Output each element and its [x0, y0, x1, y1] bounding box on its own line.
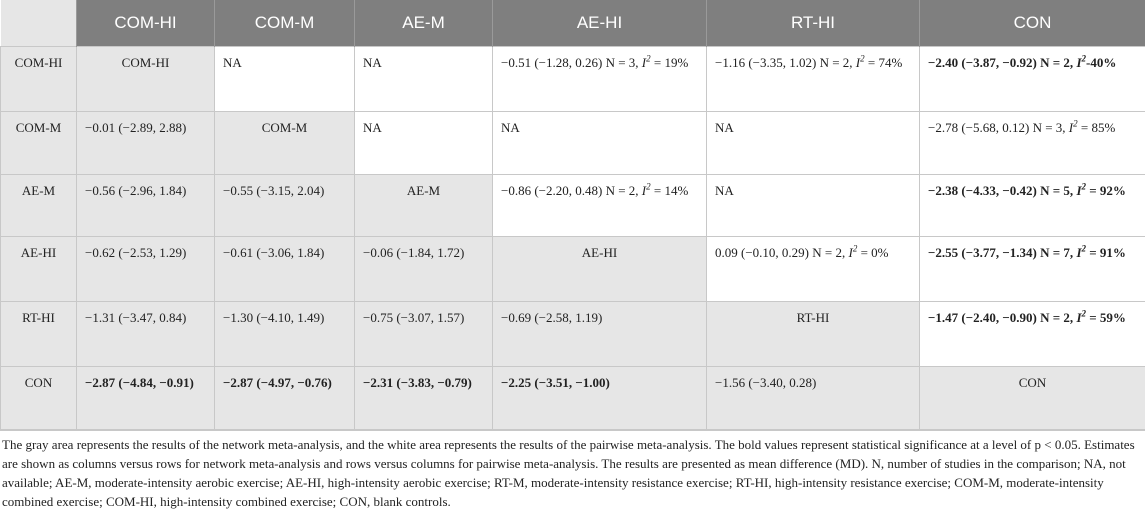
estimate-cell [920, 47, 1145, 112]
estimate-cell [493, 302, 707, 367]
header-row [1, 0, 1145, 47]
estimate-cell [77, 175, 215, 237]
i-squared-separator: = [651, 183, 665, 198]
estimate-cell [920, 112, 1145, 175]
table-row [1, 175, 1145, 237]
estimate-cell [77, 302, 215, 367]
i-squared-symbol: $I^2$ [642, 55, 651, 70]
row-header: AE-M [1, 175, 77, 237]
cell-value: −2.87 (−4.84, −0.91) [85, 375, 194, 390]
cell-value: NA [501, 120, 520, 135]
i-squared-value: 19% [664, 55, 688, 70]
i-squared-separator: - [1086, 55, 1090, 70]
estimate-cell [215, 175, 355, 237]
cell-value: −2.25 (−3.51, −1.00) [501, 375, 610, 390]
i-squared-value: 85% [1091, 120, 1115, 135]
estimate-cell [707, 112, 920, 175]
cell-value: −0.61 (−3.06, 1.84) [223, 245, 324, 260]
cell-value: −0.86 (−2.20, 0.48) N = 2, [501, 183, 642, 198]
cell-value: −1.47 (−2.40, −0.90) N = 2, [928, 310, 1076, 325]
i-squared-separator: = [1086, 245, 1100, 260]
estimate-cell [355, 112, 493, 175]
estimate-cell [493, 47, 707, 112]
cell-value: −0.55 (−3.15, 2.04) [223, 183, 324, 198]
diagonal-cell [707, 302, 920, 367]
cell-value: −0.06 (−1.84, 1.72) [363, 245, 464, 260]
cell-value: COM-M [262, 120, 308, 135]
i-squared-symbol: $I^2$ [1076, 310, 1086, 325]
estimate-cell [493, 112, 707, 175]
cell-value: −0.62 (−2.53, 1.29) [85, 245, 186, 260]
i-squared-separator: = [1078, 120, 1092, 135]
i-squared-value: 92% [1100, 183, 1126, 198]
cell-value: NA [223, 55, 242, 70]
estimate-cell [920, 302, 1145, 367]
i-squared-symbol: $I^2$ [848, 245, 857, 260]
cell-value: −1.31 (−3.47, 0.84) [85, 310, 186, 325]
i-squared-value: 91% [1100, 245, 1126, 260]
estimate-cell [355, 302, 493, 367]
table-row [1, 47, 1145, 112]
cell-value: −0.56 (−2.96, 1.84) [85, 183, 186, 198]
i-squared-value: 14% [664, 183, 688, 198]
table-row [1, 112, 1145, 175]
estimate-cell [215, 237, 355, 302]
column-header: AE-M [355, 0, 493, 47]
row-header: COM-HI [1, 47, 77, 112]
cell-value: −2.55 (−3.77, −1.34) N = 7, [928, 245, 1076, 260]
estimate-cell [355, 367, 493, 430]
table-row [1, 302, 1145, 367]
cell-value: −2.78 (−5.68, 0.12) N = 3, [928, 120, 1069, 135]
diagonal-cell [77, 47, 215, 112]
cell-value: NA [715, 120, 734, 135]
estimate-cell [707, 237, 920, 302]
estimate-cell [707, 175, 920, 237]
i-squared-value: 40% [1090, 55, 1116, 70]
cell-value: RT-HI [797, 310, 830, 325]
cell-value: NA [715, 183, 734, 198]
estimate-cell [215, 302, 355, 367]
estimate-cell [215, 47, 355, 112]
column-header: AE-HI [493, 0, 707, 47]
table-footnote: The gray area represents the results of the network meta-analysis, and the white area represents the results of the pairwise meta-analysis. The bold values represent statistical significance at a level of p < 0.05. Estimates are shown as columns versus rows for network meta-analysis and rows versus columns for pairwise meta-analysis. The results are presented as mean difference (MD). N, number of studies in the comparison; NA, not available; AE-M, moderate-intensity aerobic exercise; AE-HI, high-intensity aerobic exercise; RT-M, moderate-intensity resistance exercise; RT-HI, high-intensity resistance exercise; COM-M, moderate-intensity combined exercise; COM-HI, high-intensity combined exercise; CON, blank controls. [0, 430, 1145, 511]
diagonal-cell [493, 237, 707, 302]
estimate-cell [493, 175, 707, 237]
estimate-cell [707, 367, 920, 430]
i-squared-symbol: $I^2$ [1069, 120, 1078, 135]
i-squared-separator: = [857, 245, 871, 260]
i-squared-separator: = [865, 55, 879, 70]
cell-value: 0.09 (−0.10, 0.29) N = 2, [715, 245, 848, 260]
cell-value: −0.51 (−1.28, 0.26) N = 3, [501, 55, 642, 70]
i-squared-symbol: $I^2$ [1076, 183, 1086, 198]
estimate-cell [355, 47, 493, 112]
cell-value: −1.30 (−4.10, 1.49) [223, 310, 324, 325]
cell-value: −2.31 (−3.83, −0.79) [363, 375, 472, 390]
estimate-cell [493, 367, 707, 430]
cell-value: −2.40 (−3.87, −0.92) N = 2, [928, 55, 1076, 70]
cell-value: COM-HI [122, 55, 170, 70]
cell-value: −0.01 (−2.89, 2.88) [85, 120, 186, 135]
cell-value: NA [363, 55, 382, 70]
estimate-cell [215, 367, 355, 430]
cell-value: −0.75 (−3.07, 1.57) [363, 310, 464, 325]
diagonal-cell [215, 112, 355, 175]
cell-value: CON [1019, 375, 1046, 390]
cell-value: NA [363, 120, 382, 135]
row-header: AE-HI [1, 237, 77, 302]
cell-value: −1.16 (−3.35, 1.02) N = 2, [715, 55, 856, 70]
i-squared-symbol: $I^2$ [1076, 55, 1086, 70]
cell-value: −2.87 (−4.97, −0.76) [223, 375, 332, 390]
i-squared-separator: = [1086, 310, 1100, 325]
estimate-cell [77, 237, 215, 302]
column-header: COM-M [215, 0, 355, 47]
i-squared-symbol: $I^2$ [1076, 245, 1086, 260]
diagonal-cell [920, 367, 1145, 430]
i-squared-symbol: $I^2$ [856, 55, 865, 70]
row-header: RT-HI [1, 302, 77, 367]
i-squared-value: 0% [871, 245, 888, 260]
i-squared-symbol: $I^2$ [642, 183, 651, 198]
estimate-cell [77, 112, 215, 175]
cell-value: AE-HI [582, 245, 617, 260]
column-header: CON [920, 0, 1145, 47]
estimate-cell [77, 367, 215, 430]
header-corner [1, 0, 77, 47]
table-row [1, 367, 1145, 430]
i-squared-separator: = [651, 55, 665, 70]
row-header: CON [1, 367, 77, 430]
estimate-cell [707, 47, 920, 112]
column-header: RT-HI [707, 0, 920, 47]
cell-value: −2.38 (−4.33, −0.42) N = 5, [928, 183, 1076, 198]
cell-value: AE-M [407, 183, 440, 198]
i-squared-separator: = [1086, 183, 1100, 198]
diagonal-cell [355, 175, 493, 237]
row-header: COM-M [1, 112, 77, 175]
estimate-cell [920, 237, 1145, 302]
i-squared-value: 74% [878, 55, 902, 70]
estimate-cell [355, 237, 493, 302]
i-squared-value: 59% [1100, 310, 1126, 325]
cell-value: −1.56 (−3.40, 0.28) [715, 375, 816, 390]
column-header: COM-HI [77, 0, 215, 47]
table-row [1, 237, 1145, 302]
estimate-cell [920, 175, 1145, 237]
cell-value: −0.69 (−2.58, 1.19) [501, 310, 602, 325]
